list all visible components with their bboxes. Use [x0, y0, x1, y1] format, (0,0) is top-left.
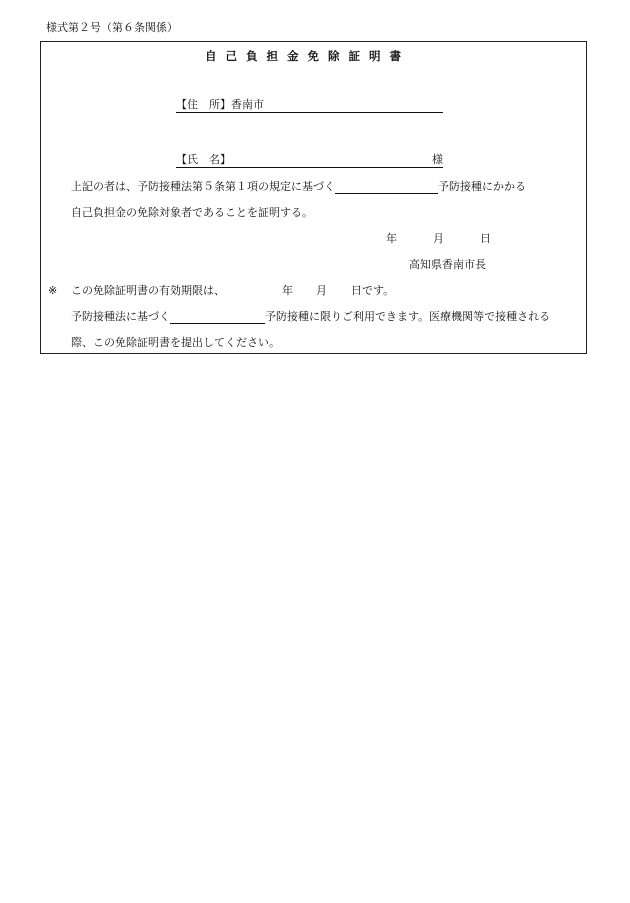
body-line-1-suffix: 予防接種にかかる [438, 180, 526, 193]
issuer: 高知県香南市長 [409, 258, 486, 271]
note-line-2 [71, 310, 550, 324]
address-label: 【住 所】 [176, 98, 231, 111]
note-line-2-prefix: 予防接種法に基づく [71, 310, 170, 323]
address-row [176, 98, 443, 113]
vaccine-type-blank-1 [335, 181, 438, 194]
validity-day-suffix: 日です。 [351, 284, 395, 297]
note-line-2-suffix: 予防接種に限りご利用できます。医療機関等で接種される [265, 310, 551, 323]
validity-prefix: この免除証明書の有効期限は、 [71, 284, 225, 297]
date-day-label: 日 [480, 232, 491, 245]
form-number: 様式第２号（第６条関係） [46, 21, 178, 34]
body-line-2: 自己負担金の免除対象者であることを証明する。 [71, 206, 313, 219]
vaccine-type-blank-2 [170, 311, 265, 324]
certificate-frame [40, 41, 587, 354]
date-year-label: 年 [386, 232, 397, 245]
validity-month-label: 月 [316, 284, 327, 297]
name-honorific: 様 [432, 153, 443, 166]
body-line-1-prefix: 上記の者は、予防接種法第５条第１項の規定に基づく [71, 180, 335, 193]
validity-year-label: 年 [282, 284, 293, 297]
date-month-label: 月 [433, 232, 444, 245]
note-line-3: 際、この免除証明書を提出してください。 [71, 336, 280, 349]
note-mark: ※ [48, 284, 58, 297]
body-line-1 [71, 180, 526, 194]
name-label: 【氏 名】 [176, 153, 231, 166]
name-row [176, 153, 443, 168]
page-title: 自己負担金免除証明書 [205, 49, 410, 63]
address-value: 香南市 [231, 98, 264, 111]
